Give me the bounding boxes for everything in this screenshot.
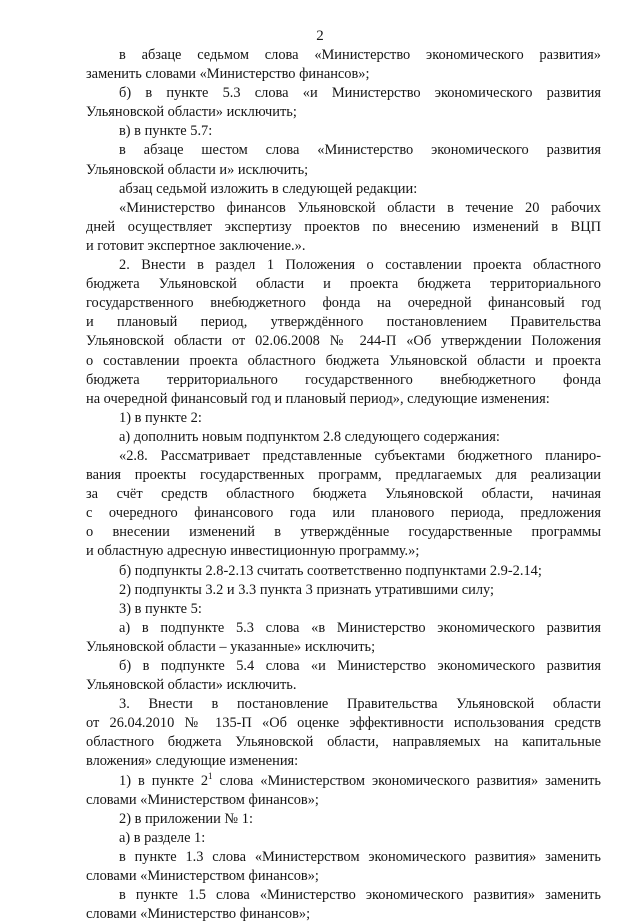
text-line: б) в пункте 5.3 слова «и Министерство экономического развития	[119, 85, 601, 102]
text-line: словами «Министерством финансов»;	[86, 868, 319, 885]
text-fragment: слова «Министерством экономического развития» заменить	[212, 772, 601, 789]
text-line: а) дополнить новым подпунктом 2.8 следующего содержания:	[119, 428, 500, 445]
text-line: бюджета территориального государственного внебюджетного фонда	[86, 371, 601, 388]
text-line: с очередного финансового года или планового периода, предложения	[86, 505, 601, 522]
text-line: за счёт средств областного бюджета Ульяновской области, начиная	[86, 486, 601, 503]
text-line: б) в подпункте 5.4 слова «и Министерство экономического развития	[119, 658, 601, 674]
text-line: вания проекты государственных программ, предлагаемых для реализации	[86, 467, 601, 484]
text-line: о внесении изменений в утверждённые государственные программы	[86, 524, 601, 541]
text-line: в абзаце седьмом слова «Министерство экономического развития»	[119, 47, 601, 63]
text-line: 2) в приложении № 1:	[119, 810, 253, 827]
text-line: вложения» следующие изменения:	[86, 753, 299, 770]
text-line: Ульяновской области» исключить.	[86, 677, 297, 694]
text-line: Ульяновской области – указанные» исключить;	[86, 638, 376, 655]
text-line: а) в подпункте 5.3 слова «в Министерство экономического развития	[119, 619, 601, 636]
text-line: словами «Министерство финансов»;	[86, 906, 311, 923]
text-line: от 26.04.2010 № 135-П «Об оценке эффективности использования средств	[86, 715, 601, 732]
page-number: 2	[316, 28, 324, 44]
text-line: о составлении проекта областного бюджета Ульяновской области и проекта	[86, 352, 601, 369]
text-line: Ульяновской области» исключить;	[86, 104, 297, 121]
text-line: и готовит экспертное заключение.».	[86, 237, 306, 254]
text-line: дней осуществляет экспертизу проектов по внесению изменений в ВЦП	[86, 218, 601, 235]
text-line: 2. Внести в раздел 1 Положения о составлении проекта областного	[119, 257, 601, 274]
text-line: «2.8. Рассматривает представленные субъектами бюджетного планиро-	[119, 447, 601, 464]
text-line: в пункте 1.5 слова «Министерство экономического развития» заменить	[119, 887, 601, 904]
text-line: в) в пункте 5.7:	[119, 123, 213, 140]
text-line: и областную адресную инвестиционную программу.»;	[86, 543, 420, 560]
text-line: заменить словами «Министерство финансов»;	[86, 66, 370, 83]
text-line: государственного внебюджетного фонда на очередной финансовый год	[86, 295, 601, 312]
text-line: на очередной финансовый год и плановый период», следующие изменения:	[86, 390, 550, 407]
text-line: в абзаце шестом слова «Министерство экономического развития	[119, 142, 601, 159]
text-line: Ульяновской области от 02.06.2008 № 244-П «Об утверждении Положения	[86, 333, 601, 350]
text-line: Ульяновской области и» исключить;	[86, 161, 309, 178]
text-line: бюджета Ульяновской области и проекта бюджета территориального	[86, 276, 601, 293]
text-line: б) подпункты 2.8-2.13 считать соответственно подпунктами 2.9-2.14;	[119, 562, 542, 579]
text-line: абзац седьмой изложить в следующей редакции:	[119, 180, 418, 197]
text-line	[86, 772, 601, 791]
text-line: 3. Внести в постановление Правительства Ульяновской области	[119, 696, 601, 713]
text-line: «Министерство финансов Ульяновской области в течение 20 рабочих	[119, 199, 601, 216]
text-line: 1) в пункте 2:	[119, 409, 202, 426]
text-fragment: 1) в пункте 2	[119, 772, 209, 789]
text-line: и плановый период, утверждённого постановлением Правительства	[86, 314, 601, 331]
text-line: а) в разделе 1:	[119, 829, 206, 846]
text-line: в пункте 1.3 слова «Министерством экономического развития» заменить	[119, 848, 601, 865]
text-line: 2) подпункты 3.2 и 3.3 пункта 3 признать утратившими силу;	[119, 581, 495, 598]
text-line: 3) в пункте 5:	[119, 600, 202, 617]
text-line: словами «Министерством финансов»;	[86, 791, 319, 808]
text-line: областного бюджета Ульяновской области, направляемых на капитальные	[86, 734, 601, 751]
document-body	[86, 46, 601, 924]
superscript: 1	[208, 771, 213, 781]
